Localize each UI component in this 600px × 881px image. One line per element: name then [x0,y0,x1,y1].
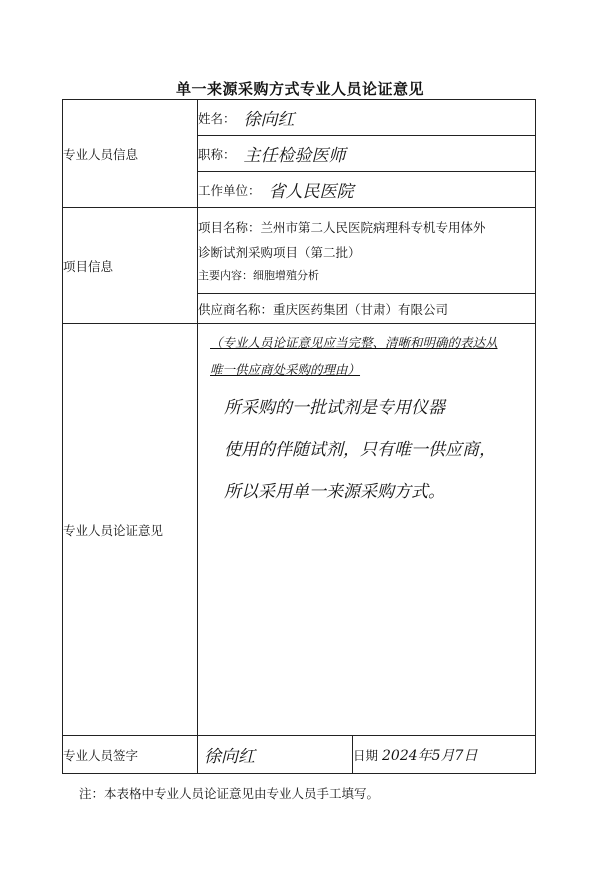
title-label: 职称： [198,146,236,162]
instruction-line2: 唯一供应商处采购的理由） [210,362,361,377]
name-label: 姓名： [198,110,236,126]
argument-form-table [62,99,536,774]
date-label: 日期 [353,747,379,763]
handwritten-line1: 所采购的一批试剂是专用仪器 [224,398,445,418]
main-content: 主要内容：细胞增殖分析 [198,268,319,282]
employer-field [198,172,536,208]
project-name-field [198,208,536,294]
opinion-instruction [210,324,527,383]
handwritten-line2: 使用的伴随试剂，只有唯一供应商， [224,440,496,460]
name-field [198,100,536,136]
employer-value: 省人民医院 [268,182,354,202]
date-field [353,736,536,774]
opinion-field [198,324,536,736]
handwritten-line3: 所以采用单一来源采购方式。 [224,482,445,502]
project-name-line1: 项目名称：兰州市第二人民医院病理科专机专用体外 [198,219,486,235]
footnote: 注：本表格中专业人员论证意见由专业人员手工填写。 [79,786,380,801]
opinion-label: 专业人员论证意见 [63,324,198,736]
name-value: 徐向红 [243,110,295,130]
supplier-field: 供应商名称：重庆医药集团（甘肃）有限公司 [198,294,536,324]
signature-label: 专业人员签字 [63,736,198,774]
form-title: 单一来源采购方式专业人员论证意见 [175,80,424,98]
project-name-line2: 诊断试剂采购项目（第二批） [198,244,361,260]
title-value: 主任检验医师 [243,146,346,166]
signature-field [198,736,353,774]
expert-info-label: 专业人员信息 [63,100,198,208]
project-info-label: 项目信息 [63,208,198,324]
signature-value: 徐向红 [204,747,255,767]
employer-label: 工作单位： [198,182,261,198]
title-field [198,136,536,172]
date-value: 2024年5月7日 [382,747,478,764]
handwritten-opinion [210,387,527,513]
instruction-line1: （专业人员论证意见应当完整、清晰和明确的表达从 [210,335,498,350]
